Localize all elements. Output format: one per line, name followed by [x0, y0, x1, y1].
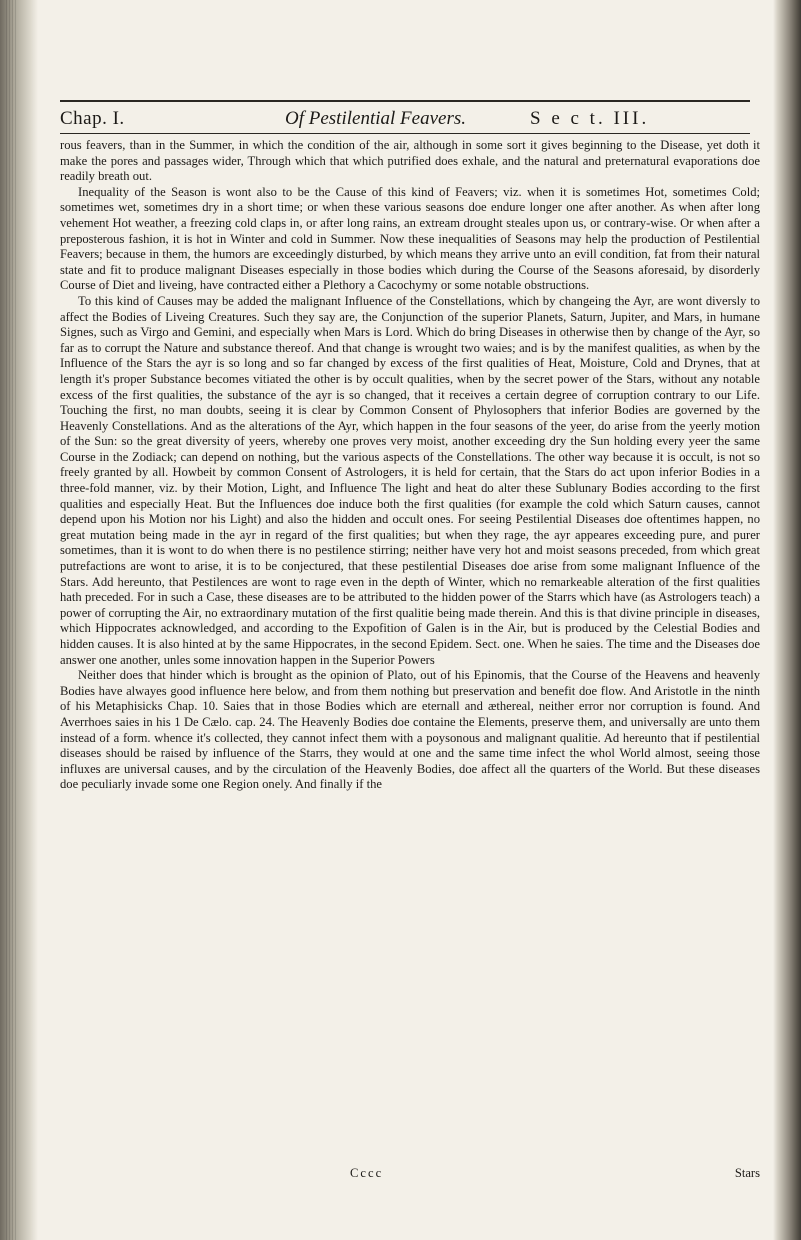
top-rule: [60, 100, 750, 102]
section-label: S e c t. III.: [530, 108, 650, 129]
page-footer: [60, 1165, 760, 1181]
paragraph: Neither does that hinder which is brought as the opinion of Plato, out of his Epinomis, that the Course of the Heavens and heavenly Bodies have alwayes good influence here below, and from them nothing but preservation and benefit doe flow. And Aristotle in the ninth of his Metaphisicks Chap. 10. Saies that in those Bodies which are eternall and æthereal, neither error nor corruption is found. And Averrhoes saies in his 1 De Cælo. cap. 24. The Heavenly Bodies doe containe the Elements, preserve them, and universally are unto them instead of a form. whence it's collected, they cannot infect them with a poysonous and malignant qualitie. Ad hereunto that if pestilential diseases should be raised by influence of the Starrs, they would at one and the same time infect the whol World almost, seeing those influxes are universal causes, and by the circulation of the Heavenly Bodies, doe affect all the quarters of the World. But these diseases doe peculiarly invade some one Region onely. And finally if the: [60, 668, 760, 792]
chapter-label: Chap. I.: [60, 108, 125, 129]
running-head: [60, 104, 765, 134]
binding-texture: [6, 0, 16, 1240]
page-edge-shadow: [773, 0, 801, 1240]
catchword: Stars: [734, 1166, 760, 1180]
paragraph: rous feavers, than in the Summer, in which the condition of the air, although in some sort it gives beginning to the Disease, yet doth it make the pores and passages wider, Through which that which putrified does exhale, and the natural and preternatural evaporations doe readily breath out.: [60, 138, 760, 184]
head-rule: [60, 133, 750, 134]
paragraph: To this kind of Causes may be added the malignant Influence of the Constellations, which by changeing the Ayr, are wont diversly to affect the Bodies of Liveing Creatures. Such they say are, the Conjunction of the superior Planets, Saturn, Jupiter, and Mars, in humane Signes, such as Virgo and Gemini, and especially when Mars is Lord. Which do bring Diseases in otherwise then by change of the Ayr, so far as to corrupt the Nature and substance thereof. And that change is wrought two waies; and is by the manifest qualities, as when by the Influence of the Stars the ayr is so long and so far changed by excess of the first qualities of Heat, Moisture, Cold and Drynes, that at length it's proper Substance becomes vitiated the other is by occult qualities, when by the secret power of the Stars, without any notable excess of the first qualities, the substance of the ayr is so changed, that it receives a certain degree of corruption contrary to our Life. Touching the first, no man doubts, seeing it is clear by Common Consent of Phylosophers that inferior Bodies are governed by the Heavenly Constellations. And as the alterations of the Ayr, which happen in the four seasons of the yeer, do arise from the yeerly motion of the Sun: so the great diversity of yeers, whereby one proves very moist, another exceeding dry the Sun holding every yeer the same Course in the Zodiack; can depend on nothing, but the various aspects of the Constellations. The other way because it is occult, is not so freely granted by all. Howbeit by common Consent of Astrologers, it is held for certain, that the Stars do act upon inferior Bodies in a three-fold manner, viz. by their Motion, Light, and Influence The light and heat do alter these Sublunary Bodies according to the first qualities and especially Heat. But the Influences doe induce both the first qualities (for example the cold which Saturn causes, cannot depend upon his Motion nor his Light) and also the hidden and occult ones. For seeing Pestilential Diseases doe oftentimes happen, no great mutation being made in the ayr in regard of the first qualities; but when they rage, the ayr appeares exceeding pure, and purer sometimes, than it is wont to do when there is no pestilence stirring; neither have very hot and moist seasons preceded, from which great putrefactions are wont to arise, it is to be conjectured, that these pestilential Diseases doe arise from some malignant Influence of the Stars. Add hereunto, that Pestilences are wont to rage even in the depth of Winter, which no remarkeable alteration of the first qualities hath preceded. For in such a Case, these diseases are to be attributed to the hidden power of the Starrs which have (as Astrologers teach) a power of corrupting the Air, no extraordinary mutation of the first qualitie being made therein. And this is that divine principle in diseases, which Hippocrates acknowledged, and according to the Expofition of Galen is in the Air, but is produced by the Celestial Bodies and hidden causes. It is also hinted at by the same Hippocrates, in the second Epidem. Sect. one. When he saies. The time and the Diseases doe answer one another, unles some innovation happen in the Superior Powers: [60, 293, 760, 667]
signature-mark: Cccc: [350, 1166, 384, 1180]
body-text: [60, 138, 760, 793]
paragraph: Inequality of the Season is wont also to be the Cause of this kind of Feavers; viz. when it is sometimes Hot, sometimes Cold; sometimes wet, sometimes dry in a short time; or when these various seasons doe endure longer one after another. As when after long vehement Hot weather, a freezing cold claps in, or after long rains, an extream drought steales upon us, or contrary-wise. Or when after a preposterous fashion, it is hot in Winter and cold in Summer. Now these inequalities of Seasons may help the production of Pestilential Feavers; because in them, the humors are exceedingly disturbed, by which means they arrive unto an evill condition, fat from their natural state and fit to produce malignant Diseases especially in those bodies which during the Course of the Seasons aforesaid, by disorderly Course of Diet and liveing, have contracted either a Plethory a Cacochymy or some notable obstructions.: [60, 184, 760, 293]
page-title: Of Pestilential Feavers.: [285, 108, 466, 129]
